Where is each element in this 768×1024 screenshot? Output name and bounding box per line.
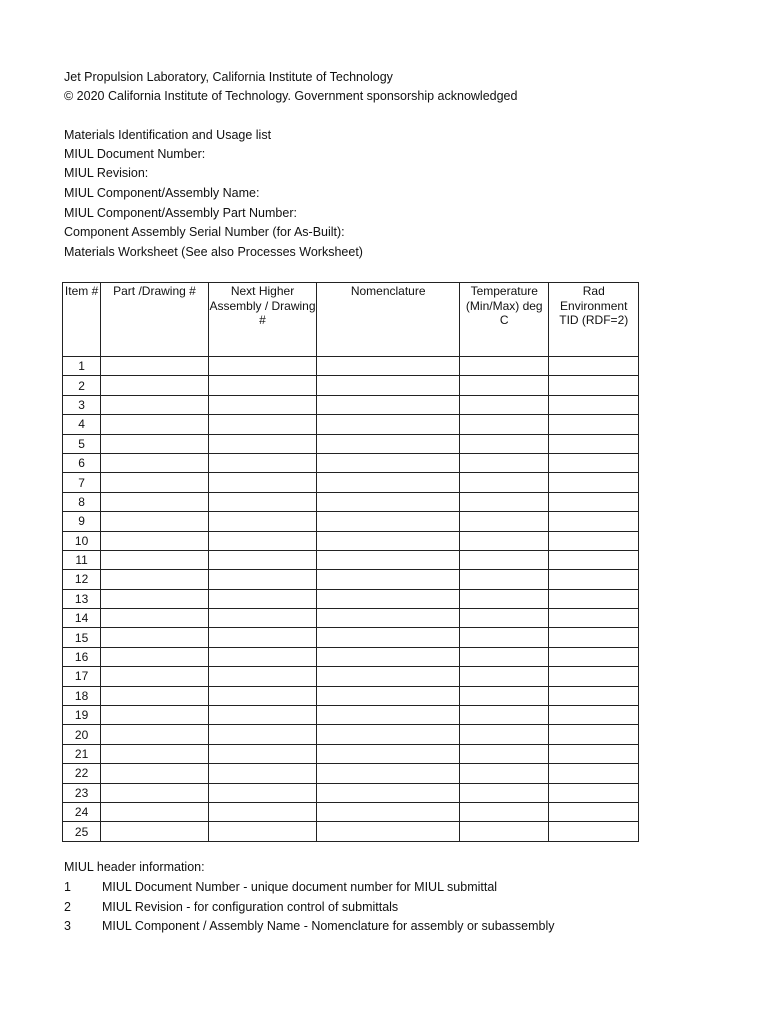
table-cell bbox=[460, 415, 549, 434]
row-item-number: 10 bbox=[63, 531, 101, 550]
table-cell bbox=[208, 473, 317, 492]
table-cell bbox=[549, 686, 639, 705]
row-item-number: 7 bbox=[63, 473, 101, 492]
table-cell bbox=[101, 647, 209, 666]
table-cell bbox=[460, 783, 549, 802]
table-cell bbox=[549, 570, 639, 589]
table-cell bbox=[317, 667, 460, 686]
table-cell bbox=[549, 512, 639, 531]
table-cell bbox=[101, 492, 209, 511]
row-item-number: 5 bbox=[63, 434, 101, 453]
table-cell bbox=[208, 822, 317, 841]
table-row bbox=[63, 550, 639, 569]
table-row bbox=[63, 453, 639, 472]
row-item-number: 25 bbox=[63, 822, 101, 841]
table-cell bbox=[317, 395, 460, 414]
table-row bbox=[63, 764, 639, 783]
table-cell bbox=[549, 357, 639, 376]
table-cell bbox=[208, 589, 317, 608]
table-cell bbox=[317, 706, 460, 725]
row-item-number: 1 bbox=[63, 357, 101, 376]
table-cell bbox=[317, 783, 460, 802]
table-row bbox=[63, 802, 639, 821]
column-header-next-higher-assembly: Next Higher Assembly / Drawing # bbox=[208, 283, 317, 357]
table-cell bbox=[549, 550, 639, 569]
table-cell bbox=[460, 492, 549, 511]
table-cell bbox=[101, 725, 209, 744]
table-cell bbox=[317, 453, 460, 472]
table-cell bbox=[460, 822, 549, 841]
table-cell bbox=[549, 822, 639, 841]
table-cell bbox=[549, 647, 639, 666]
org-name: Jet Propulsion Laboratory, California Institute of Technology bbox=[64, 70, 393, 84]
table-cell bbox=[549, 492, 639, 511]
row-item-number: 6 bbox=[63, 453, 101, 472]
column-header-part-drawing: Part /Drawing # bbox=[101, 283, 209, 357]
table-row bbox=[63, 744, 639, 763]
footer-heading: MIUL header information: bbox=[64, 860, 205, 874]
row-item-number: 17 bbox=[63, 667, 101, 686]
table-cell bbox=[101, 512, 209, 531]
table-cell bbox=[208, 667, 317, 686]
table-cell bbox=[101, 822, 209, 841]
miul-assembly-name-label: MIUL Component/Assembly Name: bbox=[64, 186, 260, 200]
table-cell bbox=[101, 706, 209, 725]
table-cell bbox=[549, 783, 639, 802]
table-cell bbox=[549, 376, 639, 395]
table-cell bbox=[460, 667, 549, 686]
table-cell bbox=[549, 473, 639, 492]
table-header-row bbox=[63, 283, 639, 357]
table-cell bbox=[101, 764, 209, 783]
table-cell bbox=[101, 609, 209, 628]
table-row bbox=[63, 357, 639, 376]
table-row bbox=[63, 609, 639, 628]
table-cell bbox=[549, 667, 639, 686]
table-row bbox=[63, 531, 639, 550]
row-item-number: 14 bbox=[63, 609, 101, 628]
serial-number-label: Component Assembly Serial Number (for As-Built): bbox=[64, 225, 345, 239]
table-row bbox=[63, 570, 639, 589]
table-cell bbox=[101, 376, 209, 395]
table-cell bbox=[208, 686, 317, 705]
table-cell bbox=[208, 628, 317, 647]
worksheet-label: Materials Worksheet (See also Processes Worksheet) bbox=[64, 245, 363, 259]
table-cell bbox=[208, 744, 317, 763]
table-row bbox=[63, 589, 639, 608]
table-row bbox=[63, 492, 639, 511]
row-item-number: 13 bbox=[63, 589, 101, 608]
table-cell bbox=[208, 783, 317, 802]
table-cell bbox=[101, 473, 209, 492]
table-cell bbox=[101, 686, 209, 705]
table-row bbox=[63, 415, 639, 434]
table-cell bbox=[101, 395, 209, 414]
row-item-number: 23 bbox=[63, 783, 101, 802]
table-cell bbox=[101, 415, 209, 434]
table-row bbox=[63, 667, 639, 686]
table-cell bbox=[549, 706, 639, 725]
table-cell bbox=[208, 531, 317, 550]
table-cell bbox=[208, 415, 317, 434]
table-cell bbox=[101, 453, 209, 472]
table-cell bbox=[460, 453, 549, 472]
table-cell bbox=[208, 802, 317, 821]
row-item-number: 9 bbox=[63, 512, 101, 531]
footer-item-text: MIUL Revision - for configuration control of submittals bbox=[102, 900, 399, 914]
table-row bbox=[63, 473, 639, 492]
column-header-temperature: Temperature (Min/Max) deg C bbox=[460, 283, 549, 357]
table-cell bbox=[208, 453, 317, 472]
row-item-number: 15 bbox=[63, 628, 101, 647]
table-row bbox=[63, 822, 639, 841]
table-cell bbox=[208, 550, 317, 569]
table-body bbox=[63, 357, 639, 842]
table-cell bbox=[101, 744, 209, 763]
table-cell bbox=[460, 531, 549, 550]
table-cell bbox=[208, 647, 317, 666]
table-cell bbox=[549, 415, 639, 434]
table-cell bbox=[317, 647, 460, 666]
materials-table bbox=[62, 282, 639, 842]
footer-item-text: MIUL Document Number - unique document number for MIUL submittal bbox=[102, 880, 498, 894]
row-item-number: 24 bbox=[63, 802, 101, 821]
footer-item-number: 3 bbox=[64, 919, 71, 933]
column-header-nomenclature: Nomenclature bbox=[317, 283, 460, 357]
row-item-number: 11 bbox=[63, 550, 101, 569]
table-cell bbox=[208, 706, 317, 725]
table-cell bbox=[208, 725, 317, 744]
table-cell bbox=[317, 570, 460, 589]
table-cell bbox=[460, 473, 549, 492]
table-cell bbox=[460, 570, 549, 589]
miul-doc-number-label: MIUL Document Number: bbox=[64, 147, 206, 161]
table-cell bbox=[460, 647, 549, 666]
table-cell bbox=[460, 376, 549, 395]
row-item-number: 19 bbox=[63, 706, 101, 725]
table-cell bbox=[317, 376, 460, 395]
table-cell bbox=[101, 628, 209, 647]
table-cell bbox=[317, 686, 460, 705]
table-cell bbox=[549, 531, 639, 550]
row-item-number: 22 bbox=[63, 764, 101, 783]
copyright-notice: © 2020 California Institute of Technology. Government sponsorship acknowledged bbox=[64, 89, 518, 103]
miul-title: Materials Identification and Usage list bbox=[64, 128, 272, 142]
table-row bbox=[63, 647, 639, 666]
table-cell bbox=[317, 802, 460, 821]
table-cell bbox=[208, 357, 317, 376]
table-cell bbox=[208, 434, 317, 453]
table-cell bbox=[317, 473, 460, 492]
table-cell bbox=[549, 744, 639, 763]
table-row bbox=[63, 628, 639, 647]
row-item-number: 8 bbox=[63, 492, 101, 511]
table-cell bbox=[460, 802, 549, 821]
table-cell bbox=[208, 376, 317, 395]
table-row bbox=[63, 395, 639, 414]
table-cell bbox=[460, 686, 549, 705]
table-cell bbox=[549, 609, 639, 628]
table-row bbox=[63, 512, 639, 531]
table-cell bbox=[208, 764, 317, 783]
table-cell bbox=[101, 434, 209, 453]
row-item-number: 18 bbox=[63, 686, 101, 705]
table-cell bbox=[460, 744, 549, 763]
table-row bbox=[63, 706, 639, 725]
table-cell bbox=[317, 609, 460, 628]
table-cell bbox=[317, 512, 460, 531]
table-row bbox=[63, 376, 639, 395]
table-cell bbox=[101, 550, 209, 569]
table-cell bbox=[317, 764, 460, 783]
table-cell bbox=[317, 434, 460, 453]
table-cell bbox=[317, 357, 460, 376]
row-item-number: 21 bbox=[63, 744, 101, 763]
row-item-number: 2 bbox=[63, 376, 101, 395]
table-cell bbox=[317, 531, 460, 550]
miul-revision-label: MIUL Revision: bbox=[64, 166, 149, 180]
table-cell bbox=[549, 434, 639, 453]
table-cell bbox=[208, 395, 317, 414]
table-row bbox=[63, 686, 639, 705]
row-item-number: 12 bbox=[63, 570, 101, 589]
table-cell bbox=[549, 764, 639, 783]
table-row bbox=[63, 725, 639, 744]
table-cell bbox=[317, 550, 460, 569]
table-cell bbox=[101, 570, 209, 589]
footer-item-number: 2 bbox=[64, 900, 71, 914]
row-item-number: 16 bbox=[63, 647, 101, 666]
table-cell bbox=[460, 357, 549, 376]
table-cell bbox=[101, 357, 209, 376]
table-row bbox=[63, 783, 639, 802]
table-cell bbox=[549, 395, 639, 414]
table-cell bbox=[208, 609, 317, 628]
table-cell bbox=[460, 512, 549, 531]
table-cell bbox=[317, 492, 460, 511]
table-cell bbox=[101, 531, 209, 550]
row-item-number: 20 bbox=[63, 725, 101, 744]
footer-item-number: 1 bbox=[64, 880, 71, 894]
table-cell bbox=[460, 609, 549, 628]
table-cell bbox=[460, 764, 549, 783]
table-cell bbox=[101, 589, 209, 608]
table-cell bbox=[208, 570, 317, 589]
column-header-rad-environment: Rad Environment TID (RDF=2) bbox=[549, 283, 639, 357]
miul-part-number-label: MIUL Component/Assembly Part Number: bbox=[64, 206, 297, 220]
table-cell bbox=[317, 589, 460, 608]
table-cell bbox=[460, 550, 549, 569]
table-cell bbox=[460, 628, 549, 647]
table-cell bbox=[460, 434, 549, 453]
row-item-number: 4 bbox=[63, 415, 101, 434]
table-cell bbox=[101, 667, 209, 686]
table-cell bbox=[549, 725, 639, 744]
table-cell bbox=[549, 628, 639, 647]
table-cell bbox=[549, 589, 639, 608]
table-cell bbox=[317, 725, 460, 744]
table-cell bbox=[208, 492, 317, 511]
table-cell bbox=[317, 415, 460, 434]
table-cell bbox=[101, 783, 209, 802]
row-item-number: 3 bbox=[63, 395, 101, 414]
table-cell bbox=[208, 512, 317, 531]
table-cell bbox=[460, 395, 549, 414]
table-cell bbox=[317, 822, 460, 841]
column-header-item: Item # bbox=[63, 283, 101, 357]
table-cell bbox=[549, 453, 639, 472]
table-cell bbox=[317, 628, 460, 647]
table-cell bbox=[549, 802, 639, 821]
table-cell bbox=[460, 589, 549, 608]
table-cell bbox=[317, 744, 460, 763]
table-cell bbox=[460, 725, 549, 744]
table-cell bbox=[101, 802, 209, 821]
table-cell bbox=[460, 706, 549, 725]
footer-item-text: MIUL Component / Assembly Name - Nomenclature for assembly or subassembly bbox=[102, 919, 555, 933]
table-row bbox=[63, 434, 639, 453]
